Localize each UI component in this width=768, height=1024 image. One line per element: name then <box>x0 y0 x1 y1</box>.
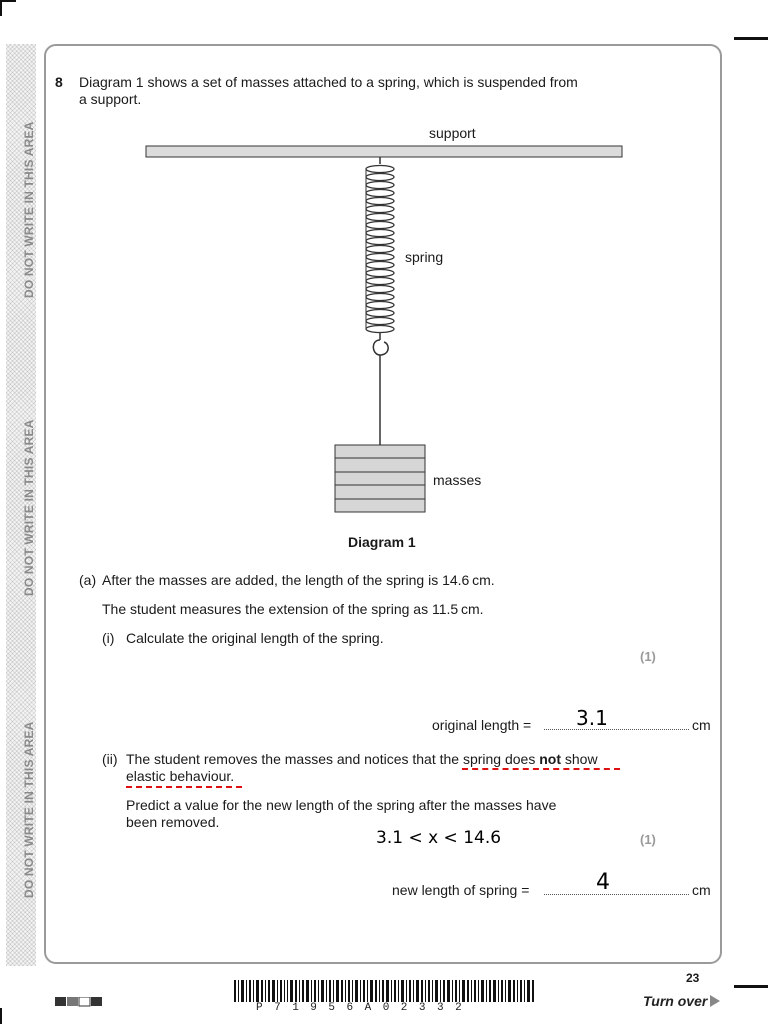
red-underline-spring-does-not-show <box>462 768 620 770</box>
support-label: support <box>429 125 476 141</box>
question-intro-line-1: Diagram 1 shows a set of masses attached to a spring, which is suspended from <box>79 74 578 90</box>
turn-over-label: Turn over <box>643 993 708 1009</box>
new-length-answer-line[interactable] <box>544 894 689 895</box>
part-a-ii-label: (ii) <box>102 751 118 767</box>
part-a-line-1: After the masses are added, the length of the spring is 14.6 cm. <box>102 572 495 588</box>
part-a-ii-line-1-post: show <box>561 751 598 767</box>
red-underline-elastic-behaviour <box>126 786 242 788</box>
turn-over-arrow-icon <box>710 995 720 1007</box>
part-a-ii-bold-not: not <box>539 751 561 767</box>
part-a-i-text: Calculate the original length of the spring. <box>126 630 384 646</box>
support-bar <box>146 146 622 157</box>
part-a-line-2: The student measures the extension of the spring as 11.5 cm. <box>102 601 484 617</box>
masses-label: masses <box>433 472 482 488</box>
barcode-digits: P71956A02332 <box>256 1002 474 1014</box>
crop-mark-bottom-left <box>0 1008 2 1024</box>
part-a-i-marks: (1) <box>640 649 656 664</box>
margin-warning-middle: DO NOT WRITE IN THIS AREA <box>22 419 36 596</box>
spring-coils <box>366 166 394 333</box>
crop-mark-bottom-right <box>734 985 768 988</box>
part-a-label: (a) <box>79 572 97 588</box>
spring-label: spring <box>405 249 444 265</box>
part-a-ii-predict-2: been removed. <box>126 814 220 830</box>
new-length-answer: 4 <box>596 870 610 895</box>
new-length-unit: cm <box>692 882 711 898</box>
question-intro-line-2: a support. <box>79 91 142 107</box>
part-a-i-label: (i) <box>102 630 115 646</box>
part-a-ii-predict-1: Predict a value for the new length of the spring after the masses have <box>126 797 557 813</box>
question-number: 8 <box>55 74 63 90</box>
margin-warning-top: DO NOT WRITE IN THIS AREA <box>22 121 36 298</box>
part-a-ii-line-1 <box>126 751 598 768</box>
original-length-label: original length = <box>432 717 532 733</box>
barcode <box>234 980 534 1002</box>
page-number: 23 <box>686 971 700 985</box>
spring-hook <box>373 333 388 355</box>
original-length-answer: 3.1 <box>576 706 608 730</box>
part-a-ii-line-2: elastic behaviour. <box>126 768 235 784</box>
part-a-ii-line-1-pre: The student removes the masses and notices that the spring does <box>126 751 540 767</box>
masses-stack <box>335 445 425 512</box>
handwritten-working: 3.1 < x < 14.6 <box>376 828 502 848</box>
original-length-unit: cm <box>692 717 711 733</box>
part-a-ii-marks: (1) <box>640 832 656 847</box>
diagram-caption: Diagram 1 <box>348 534 416 550</box>
margin-warning-bottom: DO NOT WRITE IN THIS AREA <box>22 721 36 898</box>
original-length-answer-line[interactable] <box>544 729 689 730</box>
new-length-label: new length of spring = <box>392 882 530 898</box>
page-marker-blocks <box>55 997 105 1007</box>
